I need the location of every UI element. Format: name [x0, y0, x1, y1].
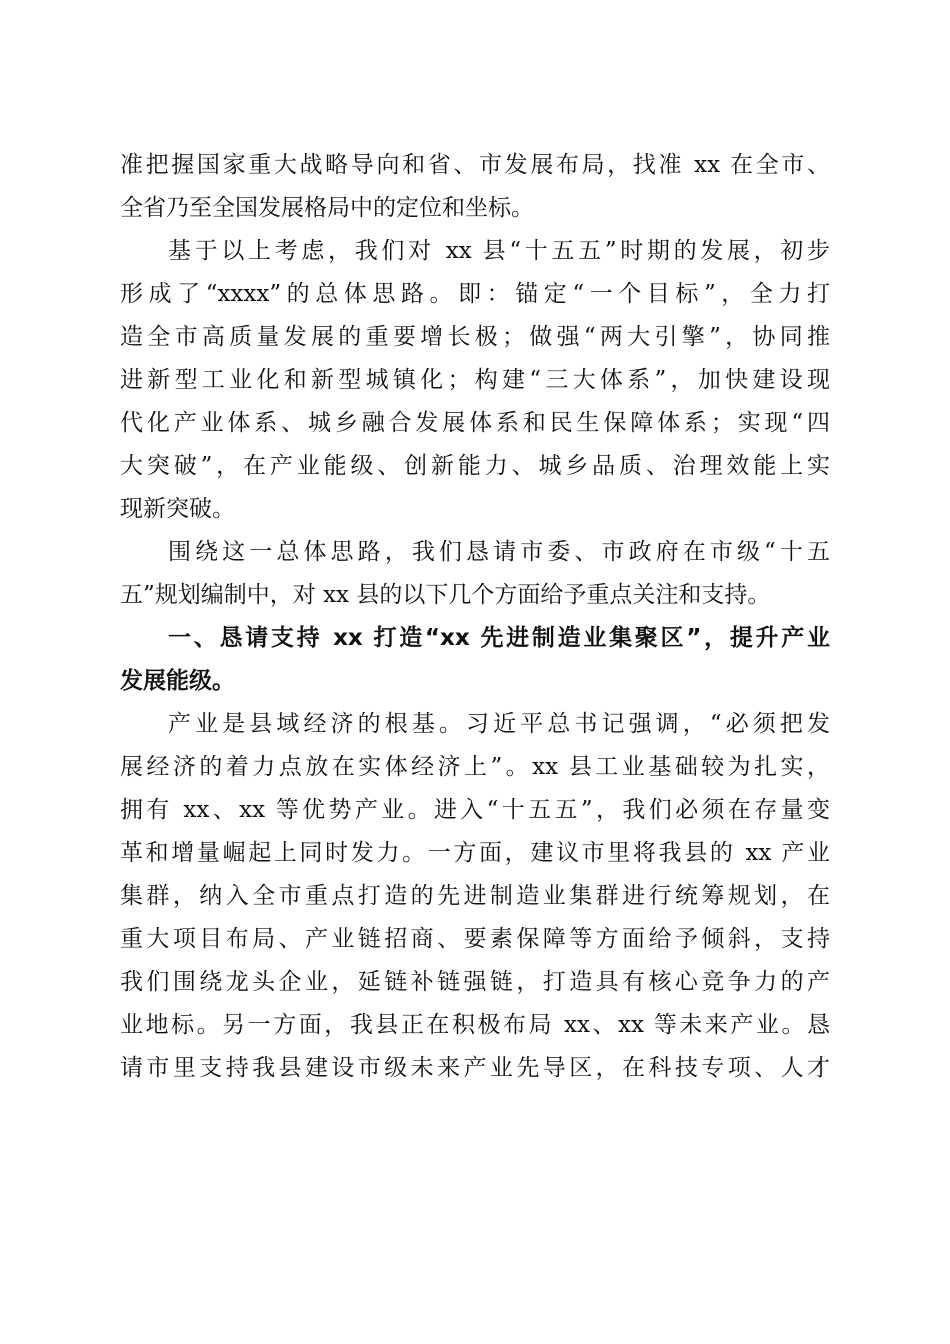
- text-line: 代化产业体系、城乡融合发展体系和民生保障体系；实现“四: [120, 410, 830, 436]
- paragraph: [120, 144, 830, 230]
- text-line: 造全市高质量发展的重要增长极；做强“两大引擎”，协同推: [120, 324, 830, 350]
- text-line: 准把握国家重大战略导向和省、市发展布局，找准 xx 在全市、: [120, 152, 830, 178]
- text-line: 基于以上考虑，我们对 xx 县“十五五”时期的发展，初步: [168, 238, 830, 264]
- text-line: 展经济的着力点放在实体经济上”。xx 县工业基础较为扎实，: [120, 754, 830, 780]
- text-line: 拥有 xx、xx 等优势产业。进入“十五五”，我们必须在存量变: [120, 797, 830, 823]
- paragraph: [120, 703, 830, 1090]
- section-heading: [120, 617, 830, 703]
- document-body: [120, 144, 830, 1090]
- heading-line: 一、恳请支持 xx 打造“xx 先进制造业集聚区”，提升产业: [168, 625, 830, 651]
- text-line: 产业是县域经济的根基。习近平总书记强调，“必须把发: [168, 711, 830, 737]
- heading-line: 发展能级。: [120, 668, 235, 694]
- text-line: 集群，纳入全市重点打造的先进制造业集群进行统筹规划，在: [120, 883, 830, 909]
- text-line: 全省乃至全国发展格局中的定位和坐标。: [120, 195, 534, 221]
- text-line: 五”规划编制中，对 xx 县的以下几个方面给予重点关注和支持。: [120, 582, 771, 608]
- text-line: 围绕这一总体思路，我们恳请市委、市政府在市级“十五: [168, 539, 830, 565]
- text-line: 形成了“xxxx”的总体思路。即：锚定“一个目标”，全力打: [120, 281, 830, 307]
- text-line: 现新突破。: [120, 496, 235, 522]
- text-line: 进新型工业化和新型城镇化；构建“三大体系”，加快建设现: [120, 367, 830, 393]
- paragraph: [120, 531, 830, 617]
- text-line: 大突破”，在产业能级、创新能力、城乡品质、治理效能上实: [120, 453, 830, 479]
- text-line: 革和增量崛起上同时发力。一方面，建议市里将我县的 xx 产业: [120, 840, 830, 866]
- text-line: 重大项目布局、产业链招商、要素保障等方面给予倾斜，支持: [120, 926, 830, 952]
- text-line: 我们围绕龙头企业，延链补链强链，打造具有核心竞争力的产: [120, 969, 830, 995]
- paragraph: [120, 230, 830, 531]
- text-line: 请市里支持我县建设市级未来产业先导区，在科技专项、人才: [120, 1055, 830, 1081]
- text-line: 业地标。另一方面，我县正在积极布局 xx、xx 等未来产业。恳: [120, 1012, 830, 1038]
